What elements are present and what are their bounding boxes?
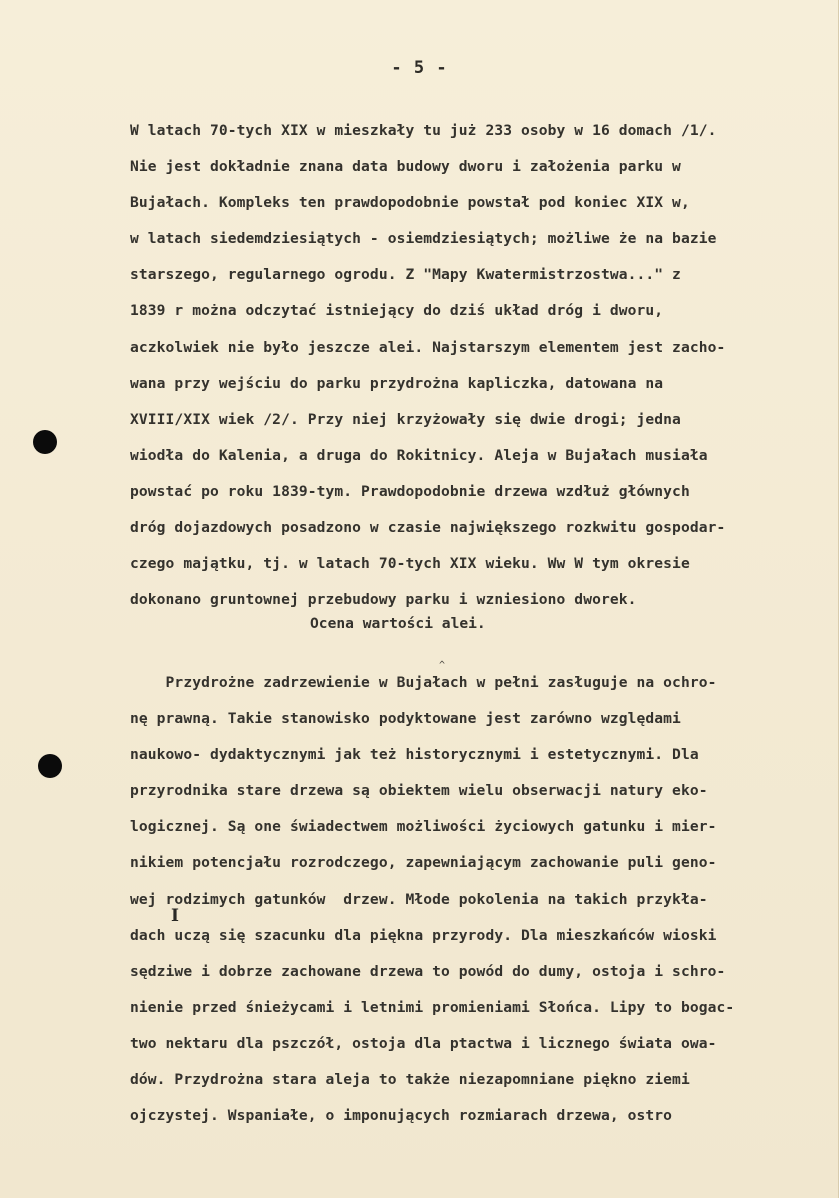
text-line: Przydrożne zadrzewienie w Bujałach w pełni zasługuje na ochro- <box>130 674 717 691</box>
text-line: dokonano gruntownej przebudowy parku i wzniesiono dworek. <box>130 591 637 609</box>
page-number: - 5 - <box>391 58 448 78</box>
text-line: logicznej. Są one świadectwem możliwości życiowych gatunku i mier- <box>130 818 717 836</box>
text-line: naukowo- dydaktycznymi jak też historycznymi i estetycznymi. Dla <box>130 746 699 764</box>
paragraph-history <box>130 113 820 618</box>
section-heading: Ocena wartości alei. <box>310 615 486 632</box>
text-line: dach uczą się szacunku dla piękna przyrody. Dla mieszkańców wioski <box>130 926 717 944</box>
text-line: aczkolwiek nie było jeszcze alei. Najstarszym elementem jest zacho- <box>130 338 726 356</box>
text-line: 1839 r można odczytać istniejący do dziś układ dróg i dworu, <box>130 302 664 320</box>
text-line: przyrodnika stare drzewa są obiektem wielu obserwacji natury eko- <box>130 782 708 800</box>
text-line: czego majątku, tj. w latach 70-tych XIX wieku. Ww W tym okresie <box>130 555 690 573</box>
text-line: nienie przed śnieżycami i letnimi promieniami Słońca. Lipy to bogac- <box>130 998 735 1016</box>
punch-hole <box>33 430 57 454</box>
text-line: dów. Przydrożna stara aleja to także niezapomniane piękno ziemi <box>130 1071 690 1089</box>
text-line: wej rodzimych gatunków drzew. Młode pokolenia na takich przykła- <box>130 890 708 908</box>
text-line: starszego, regularnego ogrodu. Z "Mapy Kwatermistrzostwa..." z <box>130 266 681 284</box>
text-line: nę prawną. Takie stanowisko podyktowane jest zarówno względami <box>130 710 681 728</box>
punch-hole <box>38 754 62 778</box>
text-line: XVIII/XIX wiek /2/. Przy niej krzyżowały się dwie drogi; jedna <box>130 410 681 428</box>
text-line: W latach 70-tych XIX w mieszkały tu już 233 osoby w 16 domach /1/. <box>130 122 717 139</box>
text-line: wiodła do Kalenia, a druga do Rokitnicy. Aleja w Bujałach musiała <box>130 446 708 464</box>
text-line: ojczystej. Wspaniałe, o imponujących rozmiarach drzewa, ostro <box>130 1107 673 1125</box>
paragraph-assessment <box>130 665 820 1134</box>
text-line: Bujałach. Kompleks ten prawdopodobnie powstał pod koniec XIX w, <box>130 194 690 212</box>
text-line: powstać po roku 1839-tym. Prawdopodobnie drzewa wzdłuż głównych <box>130 482 690 500</box>
text-line: sędziwe i dobrze zachowane drzewa to powód do dumy, ostoja i schro- <box>130 962 726 980</box>
text-line: dróg dojazdowych posadzono w czasie największego rozkwitu gospodar- <box>130 519 726 537</box>
text-line: wana przy wejściu do parku przydrożna kapliczka, datowana na <box>130 374 664 392</box>
caret-mark: ^ <box>439 660 446 671</box>
text-cursor-icon: I <box>171 906 179 926</box>
text-line: nikiem potencjału rozrodczego, zapewniającym zachowanie puli geno- <box>130 854 717 872</box>
text-line: w latach siedemdziesiątych - osiemdziesiątych; możliwe że na bazie <box>130 230 717 248</box>
text-line: two nektaru dla pszczół, ostoja dla ptactwa i licznego świata owa- <box>130 1034 717 1052</box>
text-line: Nie jest dokładnie znana data budowy dworu i założenia parku w <box>130 158 681 176</box>
